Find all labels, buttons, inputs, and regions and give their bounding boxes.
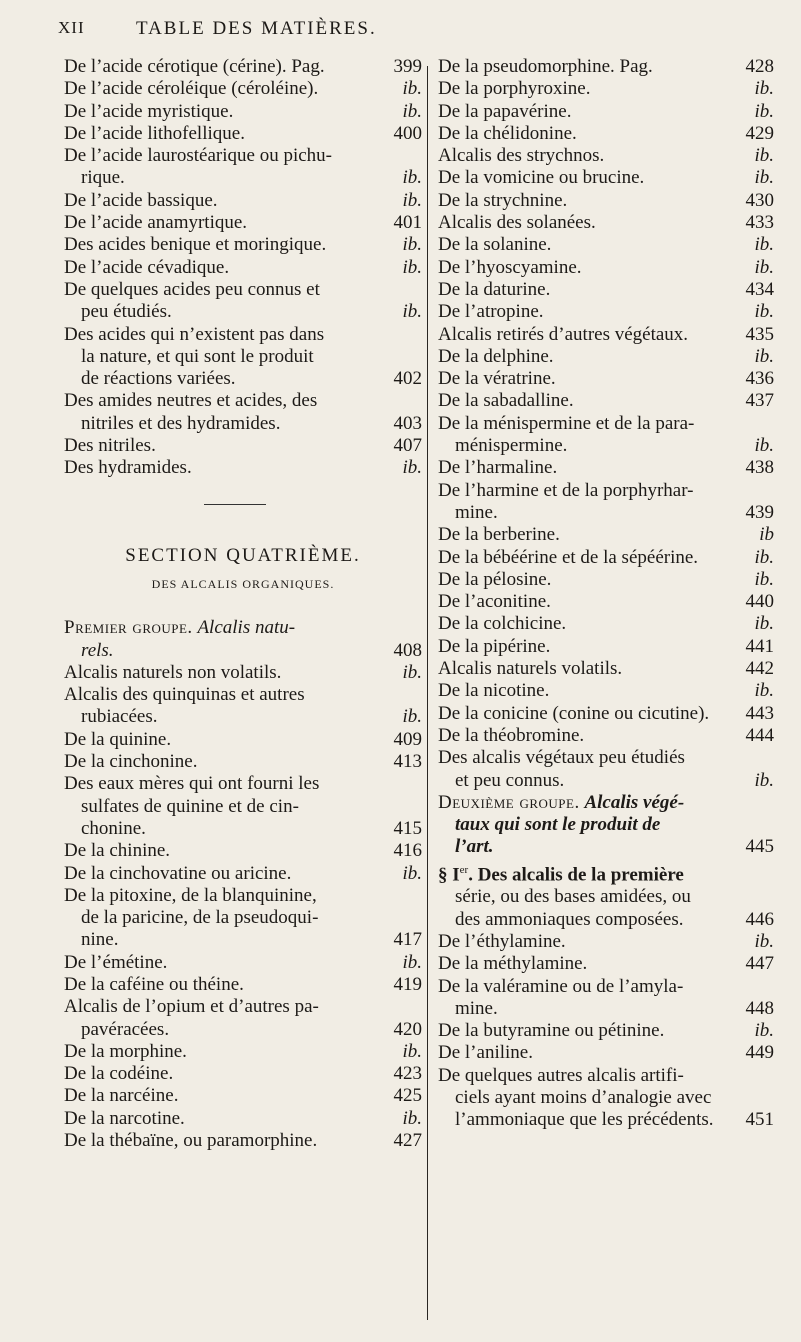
entry-text-line: De la pélosine. [438,568,552,590]
toc-entry [438,1020,774,1042]
entry-text-line: De la méthylamine. [438,953,588,975]
entry-text-line: De la conicine (conine ou cicutine). [438,702,710,724]
entry-text-line: nine. [81,929,119,951]
entry-page-number: 451 [745,1109,774,1131]
entry-page-number: ib. [754,568,774,590]
toc-entry [64,863,422,885]
right-column [438,56,774,1132]
entry-page-number: 444 [745,724,774,746]
toc-entry [64,840,422,862]
entry-page-number: 419 [393,973,422,995]
entry-text-line: De l’éthylamine. [438,930,566,952]
toc-entry [64,885,422,952]
toc-entry [438,56,774,78]
toc-entry [64,101,422,123]
entry-page-number: 417 [393,929,422,951]
entry-text-line: Alcalis de l’opium et d’autres pa- [64,996,319,1018]
entry-text-line: nitriles et des hydramides. [81,412,281,434]
toc-entry [64,324,422,391]
entry-text-line: De la chinine. [64,840,171,862]
entry-page-number: 413 [393,751,422,773]
toc-entry [64,257,422,279]
entry-text-line: rique. [81,167,125,189]
toc-entry [438,301,774,323]
entry-text-line: Des hydramides. [64,457,192,479]
entry-text-line: De la quinine. [64,728,172,750]
toc-entry [438,167,774,189]
toc-entry [438,1042,774,1064]
entry-text-line: De la théobromine. [438,724,585,746]
entry-text-line: De la vératrine. [438,368,556,390]
entry-text-line: De la nicotine. [438,680,550,702]
entry-page-number: ib. [402,78,422,100]
entry-page-number: ib [759,524,774,546]
entry-page-number: ib. [754,78,774,100]
page-number: XII [58,18,85,37]
right-entries-artificial [438,859,774,1132]
running-title: TABLE DES MATIÈRES. [136,18,377,39]
right-entries [438,56,774,792]
entry-page-number: 429 [745,122,774,144]
entry-page-number: 440 [745,591,774,613]
entry-text-line: de la paricine, de la pseudoqui- [81,907,319,929]
toc-entry [64,729,422,751]
toc-entry [64,123,422,145]
entry-text-line: de réactions variées. [81,368,236,390]
entry-text-line: chonine. [81,817,146,839]
entry-text-line: De l’aniline. [438,1042,533,1064]
section-rule [204,504,266,505]
entry-text-line: De la narcotine. [64,1107,185,1129]
entry-page-number: ib. [754,546,774,568]
entry-text-line: De l’acide laurostéarique ou pichu- [64,145,332,167]
entry-text-line: De la sabadalline. [438,390,574,412]
group-title-line-1: Alcalis végé- [584,791,685,813]
entry-text-fragment: . Des alcalis de la première [468,864,684,886]
toc-entry [64,78,422,100]
entry-text-line: De la vomicine ou brucine. [438,167,645,189]
entry-text-line: De la strychnine. [438,189,568,211]
entry-page-number: ib. [754,1020,774,1042]
toc-entry [438,636,774,658]
entry-page-number: ib. [754,301,774,323]
paragraph-mark-sup: er [459,863,469,876]
entry-text-line: De la bébéérine et de la sépéérine. [438,546,699,568]
entry-page-number: 400 [393,122,422,144]
entry-text-line: De l’harmaline. [438,457,558,479]
toc-entry [64,435,422,457]
toc-entry [64,212,422,234]
entry-page-number: ib. [402,189,422,211]
group-page: 445 [745,836,774,858]
entry-text-line: De la morphine. [64,1040,187,1062]
entry-page-number: 443 [745,702,774,724]
entry-page-number: 403 [393,412,422,434]
entry-page-number: 433 [745,212,774,234]
toc-entry [438,680,774,702]
column-divider [427,66,428,1320]
toc-entry [438,658,774,680]
entry-text-line: De la colchicine. [438,613,567,635]
toc-entry [438,953,774,975]
group-title-line-1: Alcalis natu- [197,617,296,639]
entry-page-number: 401 [393,212,422,234]
paragraph-mark: § I [438,864,460,886]
entry-text-line: De l’harmine et de la porphyrhar- [438,479,694,501]
toc-entry [64,952,422,974]
entry-page-number: 438 [745,457,774,479]
toc-entry [438,123,774,145]
toc-entry [438,747,774,792]
entry-text-line: rubiacées. [81,706,158,728]
entry-text-line: Alcalis naturels volatils. [438,658,623,680]
entry-text-line: mine. [455,501,498,523]
entry-text-line: ciels ayant moins d’analogie avec [455,1086,712,1108]
toc-entry [64,56,422,78]
entry-page-number: 402 [393,368,422,390]
entry-page-number: 446 [745,908,774,930]
entry-text-line: De la butyramine ou pétinine. [438,1020,665,1042]
group-label: Premier groupe. [64,617,193,639]
entry-page-number: ib. [402,457,422,479]
entry-text-line: De quelques autres alcalis artifi- [438,1064,684,1086]
entry-text-line: Des nitriles. [64,435,156,457]
entry-text-line: De la ménispermine et de la para- [438,412,695,434]
entry-text-line: série, ou des bases amidées, ou [455,886,691,908]
entry-text-line: pavéracées. [81,1018,170,1040]
entry-page-number: 428 [745,56,774,77]
toc-entry [64,1108,422,1130]
entry-page-number: ib. [754,145,774,167]
entry-page-number: ib. [754,613,774,635]
toc-entry [438,145,774,167]
left-column [64,56,422,1152]
entry-text-line: Alcalis des strychnos. [438,145,605,167]
left-entries-alcalis [64,662,422,1153]
entry-text-line [438,859,728,887]
entry-text-line: l’ammoniaque que les précédents. [455,1109,714,1131]
entry-text-line: De l’aconitine. [438,591,551,613]
entry-text-line: De la daturine. [438,278,551,300]
entry-page-number: ib. [754,435,774,457]
entry-page-number: 425 [393,1085,422,1107]
entry-text-line: De la solanine. [438,234,552,256]
entry-page-number: 409 [393,728,422,750]
toc-entry [438,524,774,546]
toc-entry [64,1041,422,1063]
toc-entry [438,859,774,931]
entry-text-line: De la pipérine. [438,635,551,657]
entry-page-number: ib. [402,1107,422,1129]
group-heading-2 [438,792,774,859]
toc-entry [64,1085,422,1107]
entry-text-line: De l’acide myristique. [64,100,234,122]
entry-text-line: Alcalis des quinquinas et autres [64,684,305,706]
entry-text-line: De la papavérine. [438,100,572,122]
entry-text-line: Des acides benique et moringique. [64,234,327,256]
group-title-line-2: taux qui sont le produit de [455,814,661,836]
entry-page-number: ib. [754,769,774,791]
entry-text-line: De la porphyroxine. [438,78,591,100]
entry-page-number: ib. [754,167,774,189]
toc-entry [64,457,422,479]
entry-text-line: Des eaux mères qui ont fourni les [64,773,320,795]
entry-text-line: ménispermine. [455,435,568,457]
entry-text-line: De la valéramine ou de l’amyla- [438,975,684,997]
toc-entry [64,684,422,729]
entry-page-number: 430 [745,189,774,211]
entry-text-line: De la codéine. [64,1063,174,1085]
entry-page-number: ib. [402,1040,422,1062]
entry-text-line: Alcalis des solanées. [438,212,596,234]
entry-text-line: De la delphine. [438,345,554,367]
group-heading-1 [64,617,422,662]
entry-page-number: 448 [745,997,774,1019]
entry-page-number: ib. [754,345,774,367]
entry-page-number: ib. [754,100,774,122]
entry-page-number: 415 [393,817,422,839]
toc-entry [438,457,774,479]
toc-entry [64,145,422,190]
toc-entry [438,480,774,525]
toc-entry [64,1130,422,1152]
entry-page-number: ib. [754,930,774,952]
entry-text-line: Des acides qui n’existent pas dans [64,323,325,345]
toc-entry [438,569,774,591]
entry-page-number: 416 [393,840,422,862]
entry-page-number: 441 [745,635,774,657]
entry-text-line: De l’acide anamyrtique. [64,212,248,234]
section-subtitle: DES ALCALIS ORGANIQUES. [151,576,335,591]
entry-text-line: De la cinchonine. [64,751,198,773]
toc-entry [438,190,774,212]
entry-text-line: De la berberine. [438,524,560,546]
entry-text-line: De l’acide bassique. [64,189,218,211]
toc-entry [64,234,422,256]
entry-page-number: ib. [754,234,774,256]
group-title-line-3: l’art. [455,836,494,858]
entry-text-line: De l’acide céroléique (céroléine). [64,78,319,100]
toc-entry [438,547,774,569]
entry-text-line: De quelques acides peu connus et [64,278,320,300]
entry-page-number: 439 [745,501,774,523]
entry-page-number: 436 [745,368,774,390]
group-label: Deuxième groupe. [438,791,580,813]
entry-text-line: Alcalis naturels non volatils. [64,661,282,683]
toc-entry [438,101,774,123]
entry-page-number: ib. [754,680,774,702]
entry-page-number: ib. [402,301,422,323]
toc-entry [64,190,422,212]
entry-page-number: ib. [402,234,422,256]
entry-text-line: De l’acide cérotique (cérine). Pag. [64,56,325,77]
entry-text-line: De l’émétine. [64,951,168,973]
entry-text-line: Des alcalis végétaux peu étudiés [438,747,685,769]
toc-entry [438,368,774,390]
entry-text-line: De l’hyoscyamine. [438,256,582,278]
entry-text-line: De l’acide cévadique. [64,256,230,278]
toc-entry [438,212,774,234]
running-header [58,18,781,52]
toc-entry [438,78,774,100]
entry-text-line: De la cinchovatine ou aricine. [64,862,292,884]
entry-text-line: Des amides neutres et acides, des [64,390,318,412]
toc-entry [438,1065,774,1132]
entry-page-number: ib. [402,951,422,973]
entry-text-line: De la caféine ou théine. [64,973,244,995]
entry-page-number: 434 [745,278,774,300]
entry-page-number: 435 [745,323,774,345]
entry-page-number: ib. [402,661,422,683]
toc-entry [438,413,774,458]
section-title: SECTION QUATRIÈME. [125,544,361,566]
entry-page-number: ib. [402,862,422,884]
toc-entry [64,751,422,773]
entry-text-line: mine. [455,997,498,1019]
entry-page-number: ib. [402,706,422,728]
entry-page-number: 447 [745,953,774,975]
entry-text-line: peu étudiés. [81,301,172,323]
toc-entry [438,976,774,1021]
entry-page-number: 420 [393,1018,422,1040]
toc-entry [64,390,422,435]
entry-text-line: De la pitoxine, de la blanquinine, [64,884,317,906]
toc-entry [438,931,774,953]
entry-page-number: 449 [745,1042,774,1064]
entry-page-number: ib. [402,167,422,189]
entry-page-number: 442 [745,658,774,680]
toc-entry [438,234,774,256]
entry-text-line: De la thébaïne, ou paramorphine. [64,1130,318,1152]
toc-entry [64,773,422,840]
entry-page-number: 423 [393,1063,422,1085]
entry-text-line: De la narcéine. [64,1085,179,1107]
entry-page-number: ib. [402,100,422,122]
toc-entry [64,996,422,1041]
entry-text-line: sulfates de quinine et de cin- [81,795,299,817]
entry-text-line: De la chélidonine. [438,122,577,144]
entry-page-number: ib. [402,256,422,278]
entry-page-number: 407 [393,435,422,457]
toc-entry [438,613,774,635]
left-entries-acids [64,56,422,480]
entry-text-line: et peu connus. [455,769,565,791]
entry-text-line: Alcalis retirés d’autres végétaux. [438,323,689,345]
toc-entry [438,390,774,412]
entry-page-number: 437 [745,390,774,412]
group-title-line-2: rels. [81,639,114,661]
entry-text-line: la nature, et qui sont le produit [81,345,314,367]
entry-text-line: des ammoniaques composées. [455,908,684,930]
entry-page-number: 427 [393,1130,422,1152]
toc-entry [438,346,774,368]
toc-entry [64,662,422,684]
toc-entry [64,1063,422,1085]
entry-text-line: De la pseudomorphine. Pag. [438,56,653,77]
toc-entry [438,324,774,346]
entry-text-line: De l’acide lithofellique. [64,122,245,144]
toc-entry [438,725,774,747]
toc-entry [64,974,422,996]
entry-page-number: ib. [754,256,774,278]
toc-entry [438,591,774,613]
entry-page-number: 399 [393,56,422,77]
toc-entry [438,703,774,725]
toc-entry [64,279,422,324]
toc-entry [438,257,774,279]
entry-text-line: De l’atropine. [438,301,544,323]
toc-entry [438,279,774,301]
group-page: 408 [393,639,422,661]
